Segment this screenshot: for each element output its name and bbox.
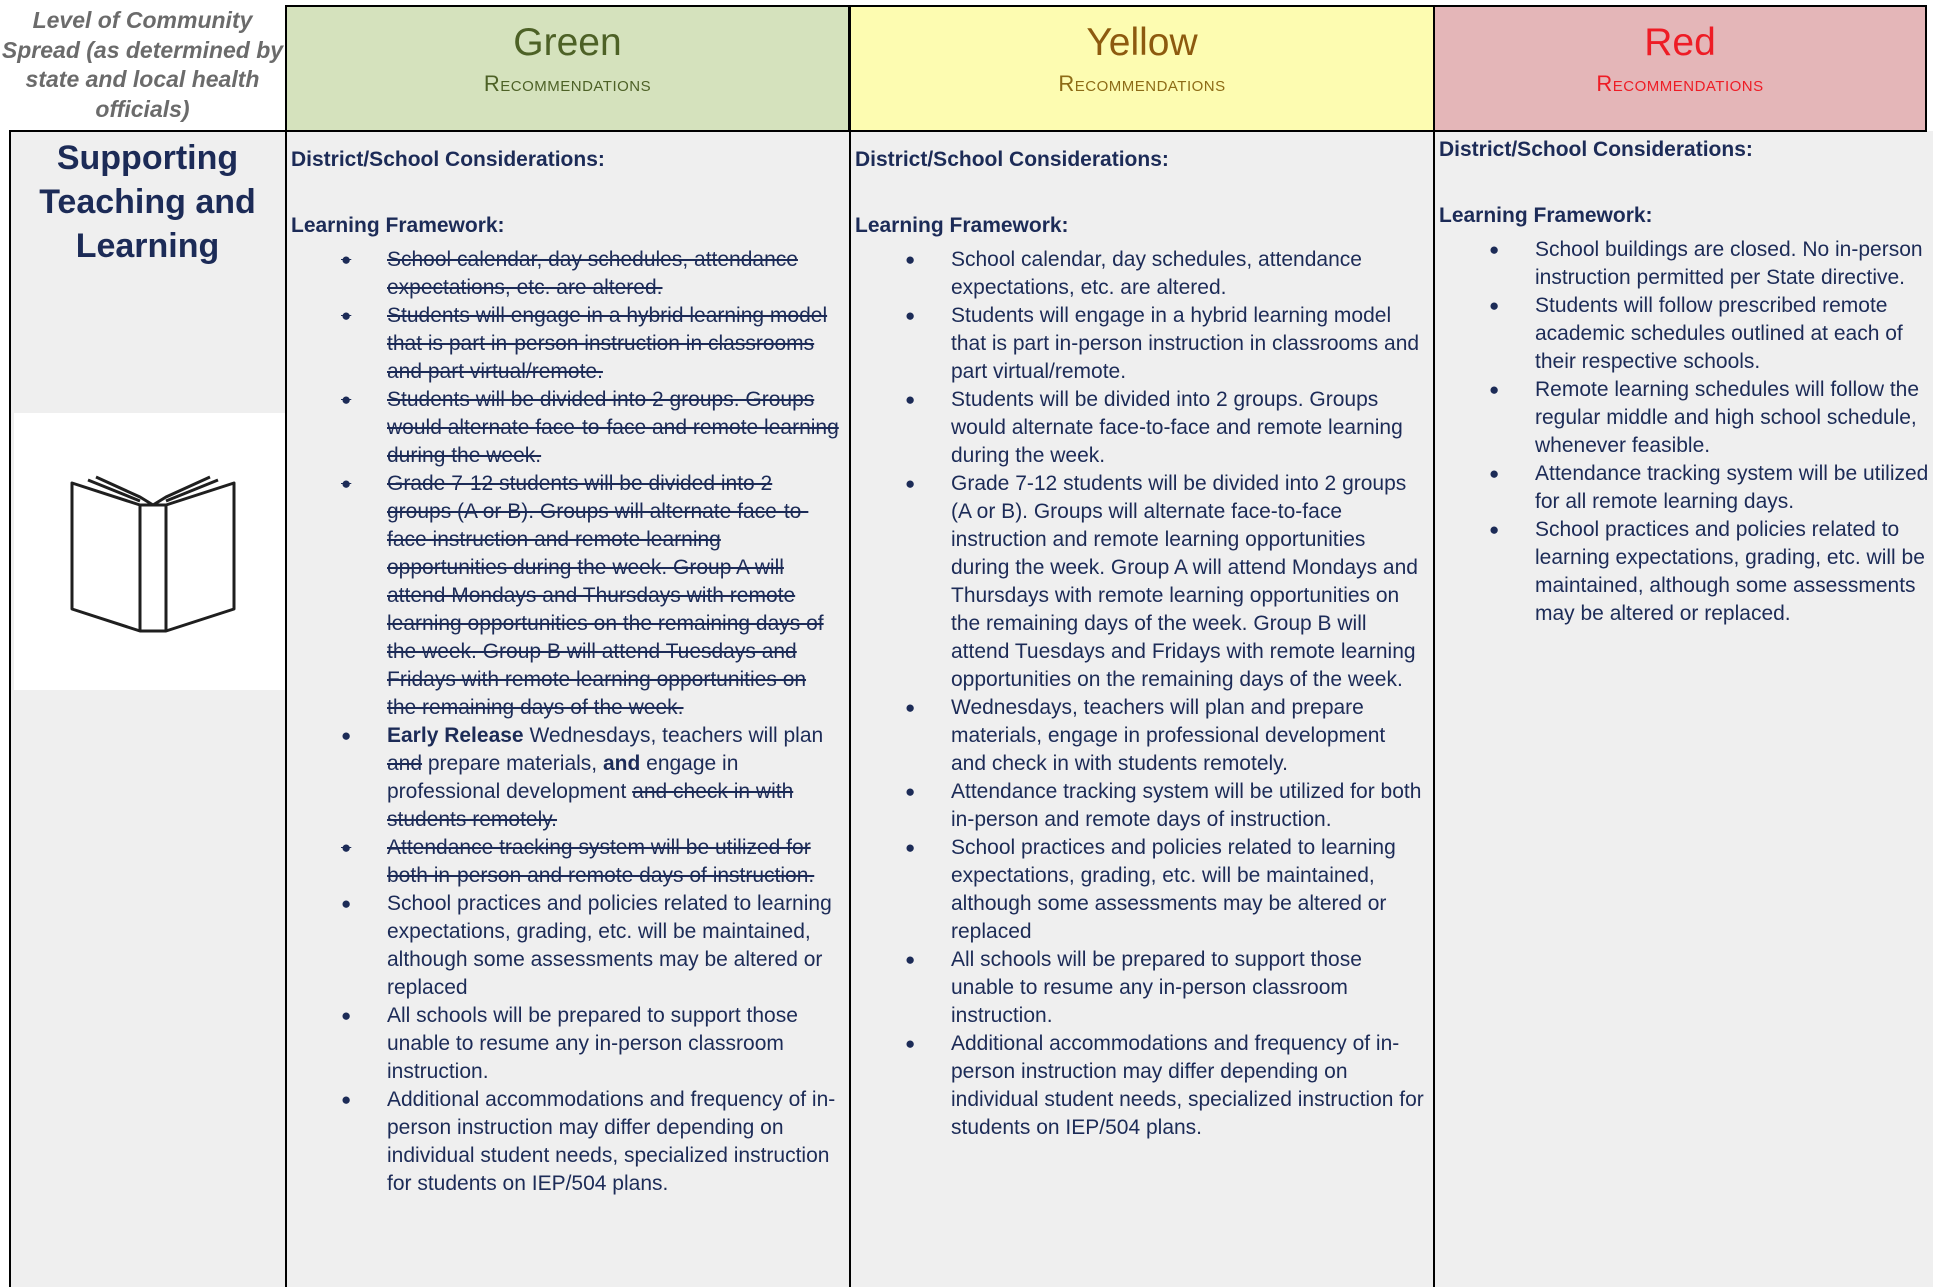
yellow-zone-subtitle: Recommendations	[1058, 71, 1226, 96]
item-text: School practices and policies related to learning expectations, grading, etc. will be maintained, although some assessments may be altered or replaced	[387, 892, 832, 999]
bullet-icon: ●	[905, 474, 916, 493]
bullet-icon: ●	[1489, 520, 1500, 539]
yellow-framework-heading: Learning Framework:	[855, 214, 1069, 237]
bullet-icon: ●	[905, 306, 916, 325]
bullet-icon: ●	[1489, 380, 1500, 399]
bullet-icon: ●	[905, 838, 916, 857]
bullet-icon: ●	[905, 950, 916, 969]
red-zone-subtitle: Recommendations	[1596, 71, 1764, 96]
item-text: School practices and policies related to learning expectations, grading, etc. will be maintained, although some assessments may be altered or replaced.	[1535, 518, 1925, 625]
open-book-icon	[68, 473, 238, 635]
table-rule	[285, 5, 287, 1287]
spread-level-label: Level of Community Spread (as determined by state and local health officials)	[1, 7, 284, 122]
red-framework-heading: Learning Framework:	[1439, 204, 1653, 227]
item-text: Grade 7-12 students will be divided into 2 groups (A or B). Groups will alternate face-to-face instruction and remote learning opportunities during the week. Group A will attend Mondays and Thursdays with remote learning opportunities on the remaining days of the week. Group B will attend Tuesdays and Fridays with remote learning opportunities on the remaining days of the week.	[951, 472, 1418, 691]
item-text: Students will follow prescribed remote academic schedules outlined at each of their respective schools.	[1535, 294, 1903, 373]
side-cell	[9, 131, 286, 1287]
item-text: Additional accommodations and frequency of in-person instruction may differ depending on individual student needs, specialized instruction for students on IEP/504 plans.	[951, 1032, 1424, 1139]
item-text: Attendance tracking system will be utilized for both in-person and remote days of instruction.	[951, 780, 1422, 831]
list-item	[1439, 236, 1933, 292]
bullet-icon: ●	[905, 698, 916, 717]
green-item-list	[291, 246, 849, 1198]
green-zone-title: Green	[513, 21, 622, 64]
list-item	[855, 302, 1433, 386]
item-text: Students will be divided into 2 groups. Groups would alternate face-to-face and remote learning during the week.	[387, 388, 839, 467]
item-text: Attendance tracking system will be utilized for all remote learning days.	[1535, 462, 1929, 513]
bullet-icon: ●	[341, 838, 352, 857]
list-item	[291, 246, 849, 302]
yellow-column	[851, 131, 1433, 1287]
bullet-icon: ●	[341, 1006, 352, 1025]
item-text-part: and	[602, 752, 641, 775]
item-text-part: Early Release	[387, 724, 524, 747]
item-text-part: and	[387, 752, 423, 775]
list-item	[855, 834, 1433, 946]
item-text-part: prepare materials,	[422, 752, 603, 775]
bullet-icon: ●	[905, 782, 916, 801]
green-zone-header	[285, 5, 850, 131]
item-text: Students will engage in a hybrid learning model that is part in-person instruction in classrooms and part virtual/remote.	[951, 304, 1420, 383]
bullet-icon: ●	[341, 390, 352, 409]
list-item	[855, 778, 1433, 834]
item-text: Attendance tracking system will be utilized for both in-person and remote days of instruction.	[387, 836, 815, 887]
bullet-icon: ●	[1489, 240, 1500, 259]
red-zone-header	[1433, 5, 1927, 131]
item-text-part: engage in professional development	[387, 752, 739, 803]
table-rule	[9, 130, 11, 1287]
red-column	[1435, 131, 1933, 1287]
item-text: All schools will be prepared to support those unable to resume any in-person classroom instruction.	[951, 948, 1362, 1027]
green-column	[287, 131, 849, 1287]
yellow-zone-title: Yellow	[1086, 21, 1198, 64]
section-title: Supporting Teaching and Learning	[39, 139, 256, 265]
bullet-icon: ●	[341, 726, 352, 745]
red-zone-title: Red	[1644, 21, 1716, 64]
item-text: Additional accommodations and frequency of in-person instruction may differ depending on individual student needs, specialized instruction for students on IEP/504 plans.	[387, 1088, 836, 1195]
green-zone-subtitle: Recommendations	[483, 71, 652, 96]
list-item	[1439, 376, 1933, 460]
list-item	[291, 722, 849, 834]
bullet-icon: ●	[905, 390, 916, 409]
table-rule	[9, 130, 1927, 132]
list-item	[855, 946, 1433, 1030]
item-text: School buildings are closed. No in-person instruction permitted per State directive.	[1535, 238, 1923, 289]
bullet-icon: ●	[905, 1034, 916, 1053]
item-text: All schools will be prepared to support those unable to resume any in-person classroom instruction.	[387, 1004, 798, 1083]
item-text-part: and check in with students remotely.	[387, 780, 794, 831]
item-text: Grade 7-12 students will be divided into 2 groups (A or B). Groups will alternate face-to-face instruction and remote learning opportunities during the week. Group A will attend Mondays and Thursdays with remote learning opportunities on the remaining days of the week. Group B will attend Tuesdays and Fridays with remote learning opportunities on the remaining days of the week.	[387, 472, 824, 719]
bullet-icon: ●	[341, 474, 352, 493]
item-text: Students will engage in a hybrid learning model that is part in-person instruction in classrooms and part virtual/remote.	[387, 304, 828, 383]
list-item	[855, 694, 1433, 778]
table-rule	[849, 5, 851, 1287]
list-item	[291, 1086, 849, 1198]
list-item	[291, 302, 849, 386]
red-item-list	[1439, 236, 1933, 628]
bullet-icon: ●	[905, 250, 916, 269]
item-text: School practices and policies related to learning expectations, grading, etc. will be maintained, although some assessments may be altered or replaced	[951, 836, 1396, 943]
list-item	[291, 1002, 849, 1086]
list-item	[291, 890, 849, 1002]
item-text: School calendar, day schedules, attendance expectations, etc. are altered.	[951, 248, 1362, 299]
table-rule	[1925, 5, 1927, 131]
yellow-zone-header	[849, 5, 1435, 131]
green-considerations-heading: District/School Considerations:	[291, 148, 605, 171]
list-item	[855, 1030, 1433, 1142]
list-item	[855, 386, 1433, 470]
list-item	[291, 834, 849, 890]
bullet-icon: ●	[341, 250, 352, 269]
yellow-considerations-heading: District/School Considerations:	[855, 148, 1169, 171]
list-item	[291, 470, 849, 722]
item-text: Students will be divided into 2 groups. Groups would alternate face-to-face and remote learning during the week.	[951, 388, 1403, 467]
list-item	[1439, 292, 1933, 376]
red-considerations-heading: District/School Considerations:	[1439, 138, 1753, 161]
item-text: Remote learning schedules will follow the regular middle and high school schedule, whenever feasible.	[1535, 378, 1920, 457]
list-item	[1439, 516, 1933, 628]
item-text: Wednesdays, teachers will plan and prepare materials, engage in professional development and check in with students remotely.	[951, 696, 1386, 775]
bullet-icon: ●	[341, 1090, 352, 1109]
list-item	[855, 470, 1433, 694]
item-text: School calendar, day schedules, attendance expectations, etc. are altered.	[387, 248, 798, 299]
yellow-item-list	[855, 246, 1433, 1142]
green-framework-heading: Learning Framework:	[291, 214, 505, 237]
bullet-icon: ●	[1489, 296, 1500, 315]
list-item	[1439, 460, 1933, 516]
bullet-icon: ●	[341, 306, 352, 325]
item-text-part: Wednesdays, teachers will plan	[523, 724, 824, 747]
list-item	[291, 386, 849, 470]
list-item	[855, 246, 1433, 302]
table-rule	[1433, 5, 1435, 1287]
bullet-icon: ●	[1489, 464, 1500, 483]
bullet-icon: ●	[341, 894, 352, 913]
